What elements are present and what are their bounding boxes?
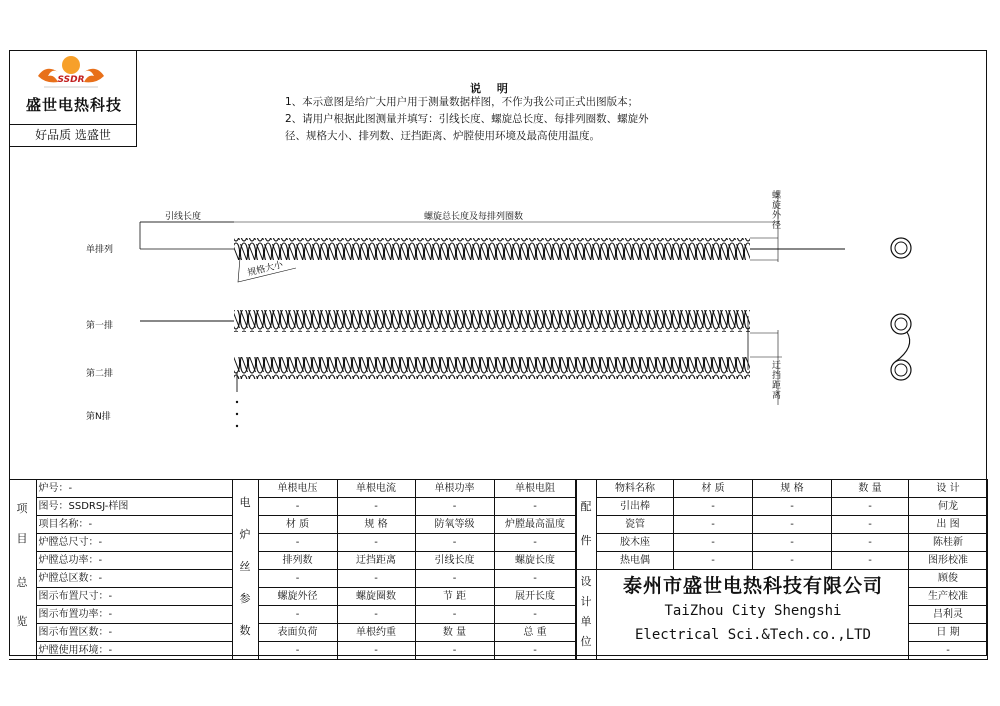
company-name-en-line1: TaiZhou City Shengshi (664, 603, 842, 619)
second-row-label: 第二排 (86, 369, 114, 379)
single-row-label: 单排列 (86, 245, 114, 255)
multi-row-end-view (891, 314, 911, 380)
signoff-graphic-checker: 顾俊 (909, 570, 988, 588)
coil-total-label: 螺旋总长度及每排列圈数 (424, 212, 524, 222)
signoff-date-value: - (909, 642, 988, 660)
signoff-drawer: 陈桂新 (909, 534, 988, 552)
gap-distance-label: 迂挡距离 (770, 360, 780, 400)
design-unit-side-label: 设 计 单 位 (580, 575, 592, 648)
project-row-1: 炉号：- (36, 480, 232, 498)
signoff-design: 设 计 (909, 480, 988, 498)
lead-length-label: 引线长度 (165, 212, 202, 222)
notes-title: 说 明 (470, 82, 514, 95)
company-name-en-line2: Electrical Sci.&Tech.co.,LTD (634, 627, 871, 643)
note-line-3: 径、规格大小、排列数、迂挡距离、炉膛使用环境及最高使用温度。 (285, 130, 600, 142)
params-side-label: 电 炉 丝 参 数 (239, 496, 251, 637)
project-row-7: 图示布置尺寸：- (36, 588, 232, 606)
signoff-production-check: 生产校准 (909, 588, 988, 606)
signoff-production-checker: 吕利灵 (909, 606, 988, 624)
signoff-graphic-check: 图形校准 (909, 552, 988, 570)
multi-row-element (140, 310, 782, 427)
wire-size-label: 规格大小 (246, 260, 285, 279)
title-block-left: 炉号：- 单根电压 单根电流 单根功率 单根电阻 图号：SSDRSJ-样图 - - - - 项目名称：- 材 质 规 格 防氧等级 炉膛最高温度 炉膛总尺寸：- - - - - 炉膛总功率：- 排列数 迂挡距离 引线长度 螺旋长度 炉膛总区数：- - - - - 图示布置尺寸：- 螺旋外径 螺旋圈数 节 距 展开长度 图示布置功率：- - - - - 图示布置区数：- 表面负荷 单根约重 数 量 总 重 炉膛使用环境：- - - - - (9, 479, 577, 660)
note-line-1: 1、本示意图是给广大用户用于测量数据样图，不作为我公司正式出图版本； (285, 96, 639, 108)
project-row-8: 图示布置功率：- (36, 606, 232, 624)
project-row-6: 炉膛总区数：- (36, 570, 232, 588)
signoff-date-label: 日 期 (909, 624, 988, 642)
project-row-5: 炉膛总功率：- (36, 552, 232, 570)
single-row-coil (234, 238, 750, 260)
company-name-cn: 泰州市盛世电热科技有限公司 (622, 575, 883, 597)
project-row-4: 炉膛总尺寸：- (36, 534, 232, 552)
project-row-10: 炉膛使用环境：- (36, 642, 232, 660)
logo-mark: SSDR (57, 75, 85, 85)
first-row-label: 第一排 (86, 321, 114, 331)
project-row-3: 项目名称：- (36, 516, 232, 534)
first-row-coil (234, 310, 750, 332)
single-row-end-view (891, 238, 911, 258)
company-short-name: 盛世电热科技 (25, 96, 122, 114)
signoff-drawing: 出 图 (909, 516, 988, 534)
nth-row-label: 第N排 (86, 412, 111, 422)
parts-side-label: 配 件 (580, 500, 592, 547)
title-block-right: 物料名称 材 质 规 格 数 量 设 计 引出棒 - - - 何龙 瓷管 - - - 出 图 胶木座 - - - 陈桂新 热电偶 - - - 图形校准 顾俊 生产校准 吕利灵 日 期 - (575, 479, 988, 660)
coil-outer-dia-label: 螺旋外径 (770, 190, 780, 230)
project-row-9: 图示布置区数：- (36, 624, 232, 642)
company-slogan: 好品质 选盛世 (9, 124, 137, 147)
second-row-coil (234, 357, 750, 379)
project-row-2: 图号：SSDRSJ-样图 (36, 498, 232, 516)
signoff-designer: 何龙 (909, 498, 988, 516)
note-line-2: 2、请用户根据此图测量并填写：引线长度、螺旋总长度、每排列圈数、螺旋外 (285, 113, 649, 125)
